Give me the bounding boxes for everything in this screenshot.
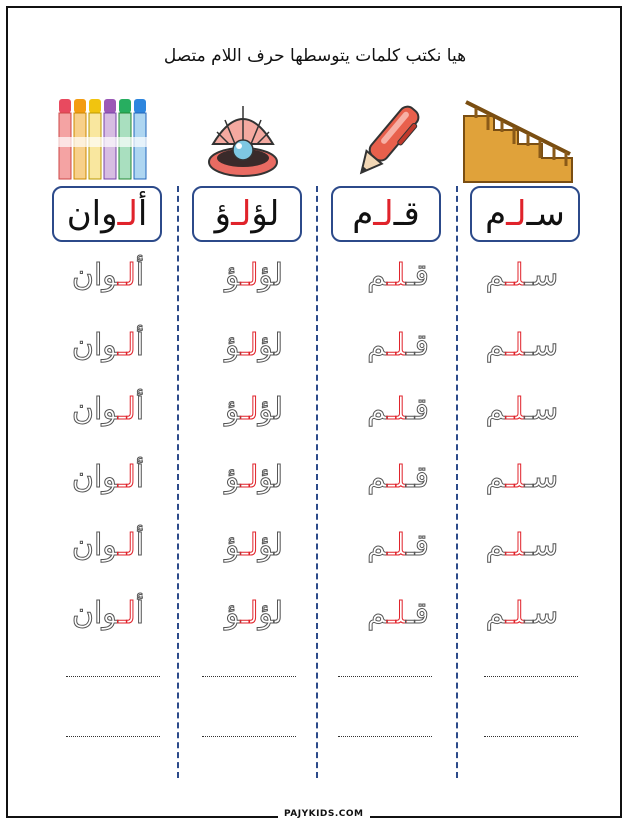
column-divider <box>177 186 179 778</box>
trace-word-lam: لـ <box>505 258 525 293</box>
trace-word-post: وان <box>71 528 118 563</box>
writing-line[interactable] <box>66 676 160 677</box>
pen-icon <box>347 96 427 188</box>
trace-word-post: وان <box>71 596 118 631</box>
trace-word-post: م <box>367 328 388 363</box>
trace-word-pre: أ <box>135 460 145 495</box>
column-divider <box>316 186 318 778</box>
trace-word-pre: سـ <box>524 392 559 427</box>
trace-word-pre: سـ <box>524 596 559 631</box>
word-qalam-pre: قـ <box>393 194 420 234</box>
trace-word-post: م <box>485 258 506 293</box>
trace-word[interactable] <box>48 460 168 495</box>
stairs-icon <box>462 96 576 186</box>
trace-word-pre: سـ <box>524 258 559 293</box>
trace-word-lam: لـ <box>387 528 406 563</box>
word-lulu-post: ؤ <box>214 194 232 234</box>
trace-word-pre: لؤ <box>258 528 284 563</box>
page-title: هيا نكتب كلمات يتوسطها حرف اللام متصل <box>163 46 467 66</box>
trace-word-post: ؤ <box>224 258 241 293</box>
writing-line[interactable] <box>202 736 296 737</box>
writing-line[interactable] <box>66 736 160 737</box>
trace-word[interactable] <box>194 392 314 427</box>
shell-pearl-icon <box>203 100 283 184</box>
trace-word-lam: لـ <box>505 596 525 631</box>
trace-word-post: م <box>485 392 506 427</box>
writing-line[interactable] <box>202 676 296 677</box>
trace-word-post: م <box>367 460 388 495</box>
trace-word[interactable] <box>462 328 582 363</box>
trace-word-lam: لـ <box>505 328 525 363</box>
trace-word-post: م <box>367 258 388 293</box>
trace-word[interactable] <box>48 392 168 427</box>
word-alwan-lam: لـ <box>117 194 138 234</box>
trace-word[interactable] <box>194 460 314 495</box>
writing-line[interactable] <box>484 676 578 677</box>
trace-word[interactable] <box>48 258 168 293</box>
trace-word[interactable] <box>462 528 582 563</box>
trace-word-lam: لـ <box>240 258 259 293</box>
trace-word[interactable] <box>462 596 582 631</box>
trace-word-pre: قـ <box>405 528 429 563</box>
trace-word-lam: لـ <box>117 328 136 363</box>
trace-word-lam: لـ <box>505 528 525 563</box>
writing-line[interactable] <box>338 736 432 737</box>
trace-word-pre: أ <box>135 392 145 427</box>
trace-word[interactable] <box>338 460 458 495</box>
trace-word-post: م <box>367 596 388 631</box>
word-qalam-lam: لـ <box>373 194 394 234</box>
trace-word[interactable] <box>338 596 458 631</box>
word-box-sullam <box>470 186 580 242</box>
word-alwan-post: وان <box>66 194 118 234</box>
trace-word[interactable] <box>194 596 314 631</box>
word-lulu-lam: لـ <box>231 194 252 234</box>
trace-word[interactable] <box>48 528 168 563</box>
trace-word-post: ؤ <box>224 460 241 495</box>
trace-word-pre: أ <box>135 328 145 363</box>
trace-word-lam: لـ <box>387 392 406 427</box>
trace-word-post: ؤ <box>224 528 241 563</box>
trace-word-post: ؤ <box>224 328 241 363</box>
trace-word-lam: لـ <box>240 328 259 363</box>
word-sullam-lam: لـ <box>506 194 527 234</box>
trace-word-lam: لـ <box>240 392 259 427</box>
trace-word-post: م <box>367 392 388 427</box>
trace-word[interactable] <box>194 528 314 563</box>
trace-word-post: م <box>367 528 388 563</box>
word-alwan-pre: أ <box>137 194 148 234</box>
footer-brand: PAJYKIDS.COM <box>278 809 370 819</box>
trace-word[interactable] <box>462 392 582 427</box>
trace-word[interactable] <box>462 460 582 495</box>
trace-word-post: ؤ <box>224 392 241 427</box>
trace-word[interactable] <box>338 258 458 293</box>
trace-word-pre: لؤ <box>258 392 284 427</box>
trace-word-lam: لـ <box>117 528 136 563</box>
trace-word-lam: لـ <box>387 460 406 495</box>
trace-word-lam: لـ <box>117 258 136 293</box>
word-lulu-pre: لؤ <box>251 194 280 234</box>
trace-word-lam: لـ <box>240 596 259 631</box>
trace-word-post: م <box>485 328 506 363</box>
word-box-alwan <box>52 186 162 242</box>
trace-word[interactable] <box>462 258 582 293</box>
trace-word-pre: قـ <box>405 328 429 363</box>
trace-word-pre: سـ <box>524 528 559 563</box>
word-sullam-pre: سـ <box>526 194 565 234</box>
trace-word-pre: لؤ <box>258 596 284 631</box>
trace-word[interactable] <box>338 528 458 563</box>
trace-word[interactable] <box>48 328 168 363</box>
trace-word-post: ؤ <box>224 596 241 631</box>
trace-word-post: وان <box>71 328 118 363</box>
trace-word-pre: أ <box>135 596 145 631</box>
trace-word-pre: لؤ <box>258 258 284 293</box>
trace-word-lam: لـ <box>240 528 259 563</box>
trace-word[interactable] <box>194 328 314 363</box>
trace-word-pre: أ <box>135 258 145 293</box>
writing-line[interactable] <box>338 676 432 677</box>
trace-word-lam: لـ <box>387 258 406 293</box>
trace-word-pre: لؤ <box>258 328 284 363</box>
markers-icon <box>55 97 155 183</box>
trace-word[interactable] <box>338 392 458 427</box>
word-box-lulu <box>192 186 302 242</box>
trace-word-lam: لـ <box>505 460 525 495</box>
trace-word-pre: سـ <box>524 460 559 495</box>
trace-word-pre: قـ <box>405 460 429 495</box>
trace-word-lam: لـ <box>387 328 406 363</box>
trace-word-pre: سـ <box>524 328 559 363</box>
trace-word-pre: لؤ <box>258 460 284 495</box>
trace-word-post: م <box>485 596 506 631</box>
trace-word-post: وان <box>71 258 118 293</box>
trace-word[interactable] <box>194 258 314 293</box>
trace-word-pre: قـ <box>405 392 429 427</box>
trace-word-post: م <box>485 460 506 495</box>
word-qalam-post: م <box>352 194 374 234</box>
word-box-qalam <box>331 186 441 242</box>
trace-word-lam: لـ <box>240 460 259 495</box>
word-sullam-post: م <box>485 194 507 234</box>
trace-word-lam: لـ <box>117 392 136 427</box>
trace-word-post: وان <box>71 460 118 495</box>
trace-word-post: وان <box>71 392 118 427</box>
writing-line[interactable] <box>484 736 578 737</box>
trace-word-pre: قـ <box>405 258 429 293</box>
trace-word-lam: لـ <box>505 392 525 427</box>
trace-word[interactable] <box>48 596 168 631</box>
trace-word-lam: لـ <box>117 596 136 631</box>
trace-word-post: م <box>485 528 506 563</box>
trace-word-pre: أ <box>135 528 145 563</box>
trace-word-pre: قـ <box>405 596 429 631</box>
trace-word-lam: لـ <box>387 596 406 631</box>
trace-word-lam: لـ <box>117 460 136 495</box>
trace-word[interactable] <box>338 328 458 363</box>
